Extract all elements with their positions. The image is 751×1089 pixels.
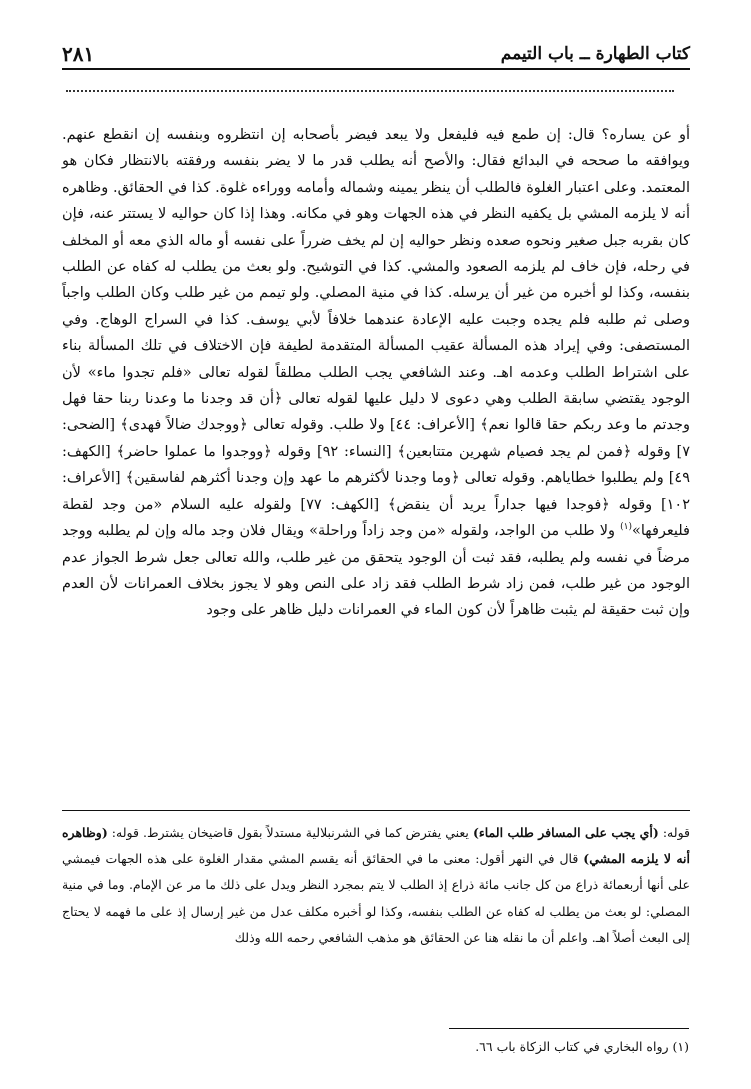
main-text-body: أو عن يساره؟ قال: إن طمع فيه فليفعل ولا يبعد فيضر بأصحابه إن انتظروه وبنفسه إن انقطع عنهم. ويوافقه ما صححه في البدائع فقال: والأصح أنه يطلب قدر ما لا يضر بنفسه ورفقته بالانتظار فكان هو المعتمد. وعلى اعتبار الغلوة فالطلب أن ينظر يمينه وشماله وأمامه ووراءه غلوة. كذا في الحقائق. وظاهره أنه لا يلزمه المشي بل يكفيه النظر في هذه الجهات وهو في مكانه. وهذا إذا كان حواليه لا يستتر عنه، فإن كان بقربه جبل صغير ونحوه صعده ونظر حواليه إن لم يخف ضرراً على نفسه أو ماله الذي معه أو المخلف في رحله، فإن خاف لم يلزمه الصعود والمشي. كذا في التوشيح. ولو بعث من يطلب له كفاه عن الطلب بنفسه، وكذا لو أخبره من غير أن يرسله. كذا في منية المصلي. ولو تيمم من غير طلب وكان الطلب واجباً وصلى ثم طلبه فلم يجده وجبت عليه الإعادة عندهما خلافاً لأبي يوسف. كذا في السراج الوهاج. وفي المستصفى: وفي إيراد هذه المسألة عقيب المسألة المتقدمة لطيفة فإن الاختلاف في تلك المسألة بناء على اشتراط الطلب وعدمه اهـ. وعند الشافعي يجب الطلب مطلقاً لقوله تعالى «فلم تجدوا ماء» لأن الوجود يقتضي سابقة الطلب وهي دعوى لا دليل عليها لقوله تعالى ﴿أن قد وجدنا ما وعدنا ربنا حقا فهل وجدتم ما وعد ربكم حقا قالوا نعم﴾ [الأعراف: ٤٤] ولا طلب. وقوله تعالى ﴿ووجدك ضالاً فهدى﴾ [الضحى: ٧] وقوله ﴿فمن لم يجد فصيام شهرين متتابعين﴾ [النساء: ٩٢] وقوله ﴿ووجدوا ما عملوا حاضر﴾ [الكهف: ٤٩] ولم يطلبوا خطاياهم. وقوله تعالى ﴿وما وجدنا لأكثرهم ما عهد وإن وجدنا أكثرهم لفاسقين﴾ [الأعراف: ١٠٢] وقوله ﴿فوجدا فيها جداراً يريد أن ينقض﴾ [الكهف: ٧٧] ولقوله عليه السلام «من وجد لقطة فليعرفها»: [62, 127, 691, 540]
page-header: [62, 38, 690, 70]
commentary-lemma-2: (وظاهره أنه لا يلزمه المشي): [62, 825, 690, 867]
commentary-separator: [62, 810, 690, 811]
commentary-text-2: قال في النهر أقول: معنى ما في الحقائق أنه يقسم المشي مقدار الغلوة على هذه الجهات فيمشي على أنها أربعمائة ذراع من كل جانب مائة ذراع إذ الطلب لا يتم بمجرد النظر ويدل على ذلك ما مر عن الإمام. وما في منية المصلي: لو بعث من يطلب له كفاه عن الطلب بنفسه، وكذا لو أخبره مكلف عدل من غير إرسال إذ على ما فهمه لا يحتاج إلى البعث أصلاً اهـ. واعلم أن ما نقله هنا عن الحقائق هو مذهب الشافعي رحمه الله وذلك: [62, 851, 690, 945]
running-title: كتاب الطهارة ــ باب التيمم: [500, 44, 690, 64]
main-paragraph: [62, 122, 690, 624]
commentary-intro: قوله:: [658, 825, 690, 840]
page-number: ٢٨١: [62, 42, 95, 66]
footnote: (١) رواه البخاري في كتاب الزكاة باب ٦٦.: [475, 1039, 689, 1054]
commentary-paragraph: [62, 820, 690, 951]
footnote-marker: (١): [620, 522, 632, 533]
main-text-block: [62, 122, 690, 624]
commentary-block: [62, 820, 690, 951]
main-text-continuation: ولا طلب من الواجد، ولقوله «من وجد زاداً وراحلة» ويقال فلان وجد ماله وإن لم يطلبه ووجد مرضاً في نفسه ولم يطلبه، فقد ثبت أن الوجود يتحقق من غير طلب، والله تعالى جعل شرط الجواز عدم الوجود من غير طلب، فمن زاد شرط الطلب فقد زاد على النص وهو لا يجوز بخلاف العمرانات لأن العدم وإن ثبت حقيقة لم يثبت ظاهراً لأن كون الماء في العمرانات دليل ظاهر على وجود: [62, 523, 690, 619]
commentary-lemma-1: (أي يجب على المسافر طلب الماء): [472, 825, 659, 840]
footnote-rule: [449, 1028, 689, 1029]
commentary-text-1: يعني يفترض كما في الشرنبلالية مستدلاً بقول قاضيخان يشترط. قوله:: [107, 825, 473, 840]
dotted-divider: [66, 90, 674, 92]
